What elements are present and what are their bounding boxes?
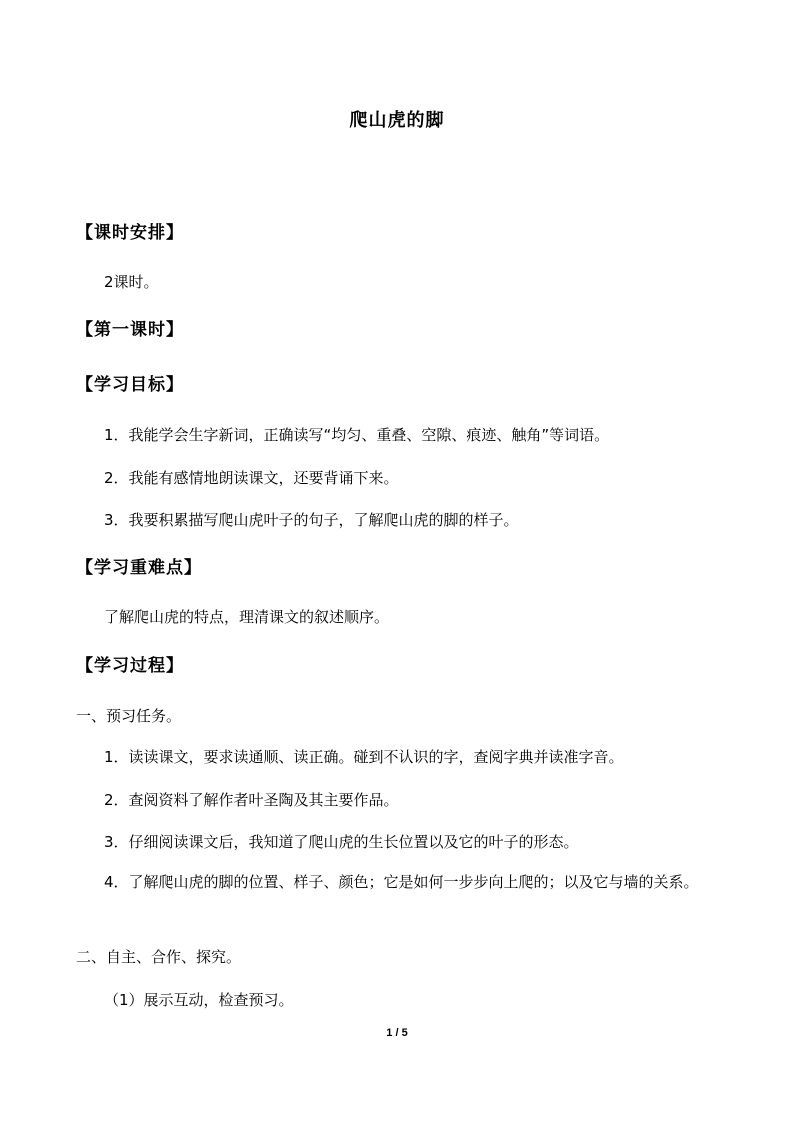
part1-item: 3．仔细阅读课文后，我知道了爬山虎的生长位置以及它的叶子的形态。 (104, 833, 579, 851)
key-points-heading: 【学习重难点】 (76, 558, 202, 578)
part2-item: （1）展示互动，检查预习。 (104, 991, 294, 1009)
key-points-text: 了解爬山虎的特点，理清课文的叙述顺序。 (104, 608, 390, 626)
goal-item: 2．我能有感情地朗读课文，还要背诵下来。 (104, 469, 399, 487)
part1-item: 4．了解爬山虎的脚的位置、样子、颜色；它是如何一步步向上爬的；以及它与墙的关系。 (104, 873, 699, 891)
page-number: 1 / 5 (386, 1027, 408, 1039)
document-title: 爬山虎的脚 (349, 110, 445, 131)
goals-heading: 【学习目标】 (76, 375, 184, 395)
part2-title: 二、自主、合作、探究。 (76, 948, 242, 966)
goal-item: 3．我要积累描写爬山虎叶子的句子，了解爬山虎的脚的样子。 (104, 511, 519, 529)
schedule-heading: 【课时安排】 (76, 223, 184, 243)
lesson1-heading: 【第一课时】 (76, 320, 184, 340)
part1-title: 一、预习任务。 (76, 707, 182, 725)
goal-item: 1．我能学会生字新词，正确读写“均匀、重叠、空隙、痕迹、触角”等词语。 (104, 426, 610, 444)
part1-item: 1．读读课文，要求读通顺、读正确。碰到不认识的字，查阅字典并读准字音。 (104, 748, 624, 766)
schedule-text: 2课时。 (104, 273, 159, 291)
process-heading: 【学习过程】 (76, 656, 184, 676)
part1-item: 2．查阅资料了解作者叶圣陶及其主要作品。 (104, 791, 399, 809)
